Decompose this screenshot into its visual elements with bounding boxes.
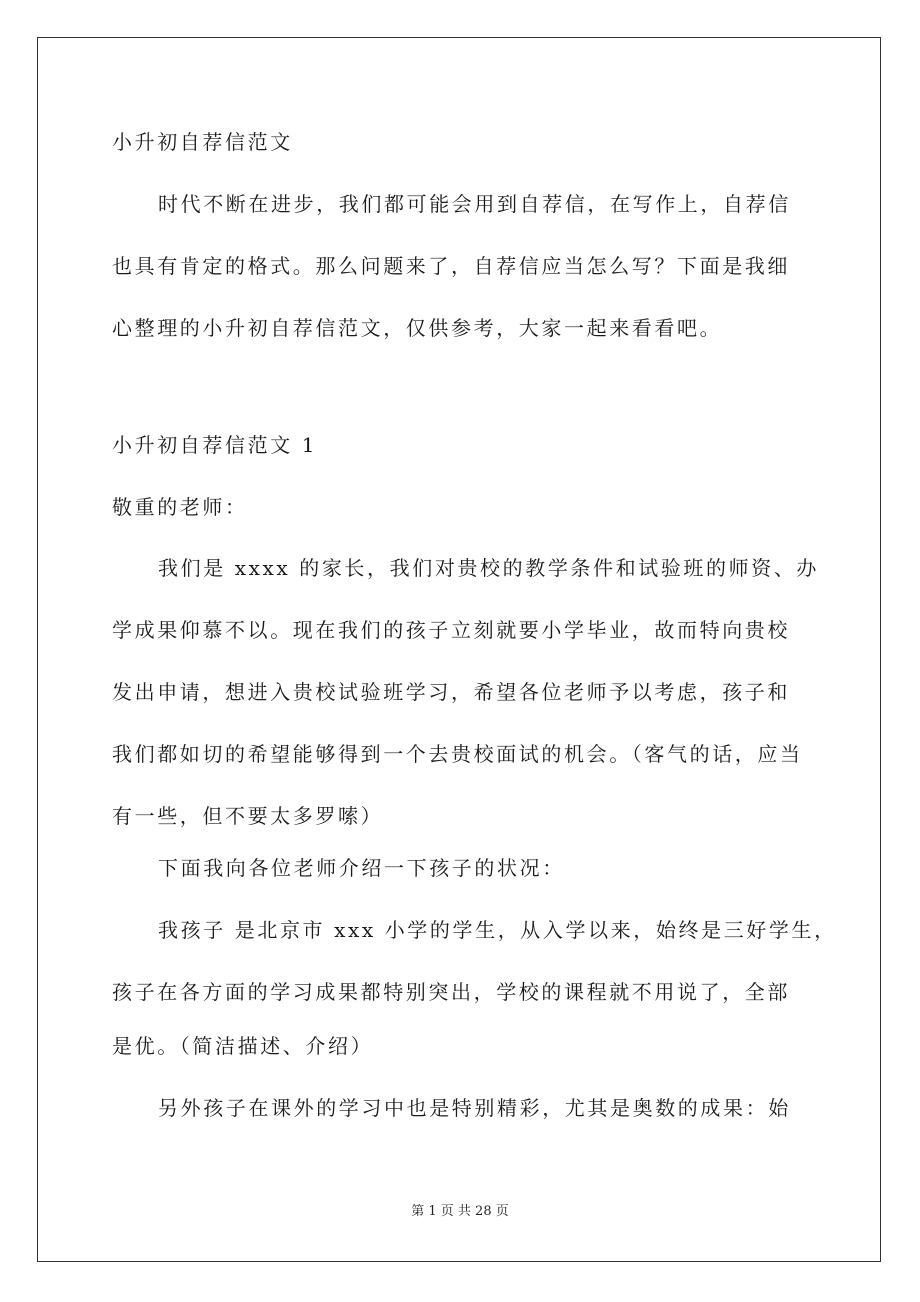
salutation: 敬重的老师： — [112, 495, 248, 519]
intro-line: 时代不断在进步，我们都可能会用到自荐信，在写作上，自荐信 — [158, 192, 791, 216]
intro-line: 也具有肯定的格式。那么问题来了，自荐信应当怎么写？下面是我细 — [112, 254, 790, 278]
body-line: 孩子在各方面的学习成果都特别突出，学校的课程就不用说了，全部 — [112, 980, 790, 1004]
document-title: 小升初自荐信范文 — [112, 130, 293, 154]
body-line: 发出申请，想进入贵校试验班学习，希望各位老师予以考虑，孩子和 — [112, 680, 790, 704]
body-line: 下面我向各位老师介绍一下孩子的状况： — [158, 856, 565, 880]
body-line: 我们是 xxxx 的家长，我们对贵校的教学条件和试验班的师资、办 — [158, 556, 820, 580]
body-line: 有一些，但不要太多罗嗦） — [112, 804, 384, 828]
intro-line: 心整理的小升初自荐信范文，仅供参考，大家一起来看看吧。 — [112, 316, 723, 340]
body-line: 我孩子 是北京市 xxx 小学的学生，从入学以来，始终是三好学生， — [158, 918, 837, 942]
section-heading: 小升初自荐信范文 1 — [112, 433, 318, 457]
page-frame — [37, 37, 881, 1262]
page-number-footer: 第 1 页 共 28 页 — [411, 1204, 509, 1219]
body-line: 学成果仰慕不以。现在我们的孩子立刻就要小学毕业，故而特向贵校 — [112, 618, 790, 642]
body-line: 另外孩子在课外的学习中也是特别精彩，尤其是奥数的成果：始 — [158, 1096, 791, 1120]
body-line: 是优。（简洁描述、介绍） — [112, 1034, 374, 1058]
body-line: 我们都如切的希望能够得到一个去贵校面试的机会。（客气的话，应当 — [112, 742, 803, 766]
